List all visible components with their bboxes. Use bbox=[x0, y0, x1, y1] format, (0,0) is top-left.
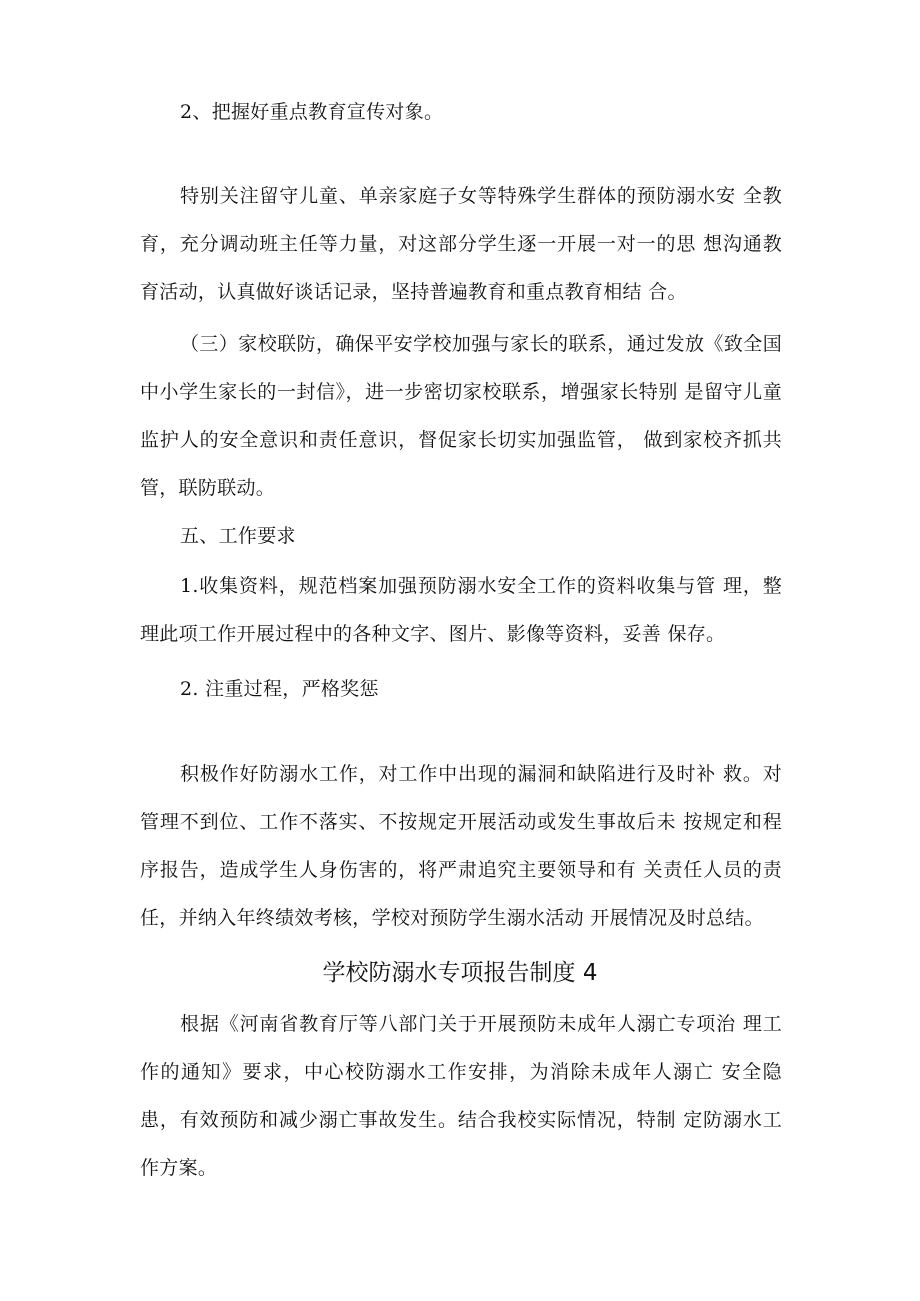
paragraph-basis: 根据《河南省教育厅等八部门关于开展预防未成年人溺亡专项治 理工作的通知》要求，中心校防溺水工作安排，为消除未成年人溺亡 安全隐患，有效预防和减少溺亡事故发生。结合我校实际情况，特制 定防溺水工作方案。 bbox=[140, 1013, 782, 1179]
paragraph-home-school: （三）家校联防，确保平安学校加强与家长的联系，通过发放《致全国中小学生家长的一封信》，进一步密切家校联系，增强家长特别 是留守儿童监护人的安全意识和责任意识，督促家长切实加强监管， 做到家校齐抓共管，联防联动。 bbox=[140, 333, 782, 499]
heading-work-requirements: 五、工作要求 bbox=[180, 525, 296, 547]
paragraph-key-targets: 2、把握好重点教育宣传对象。 bbox=[180, 101, 444, 123]
section-title: 学校防溺水专项报告制度 4 bbox=[322, 960, 598, 986]
paragraph-collect-materials: 1.收集资料，规范档案加强预防溺水安全工作的资料收集与管 理，整理此项工作开展过程中的各种文字、图片、影像等资料，妥善 保存。 bbox=[140, 575, 782, 645]
paragraph-anti-drowning-work: 积极作好防溺水工作，对工作中出现的漏洞和缺陷进行及时补 救。对管理不到位、工作不落实、不按规定开展活动或发生事故后未 按规定和程序报告，造成学生人身伤害的，将严肃追究主要领导和有 关责任人员的责任，并纳入年终绩效考核，学校对预防学生溺水活动 开展情况及时总结。 bbox=[140, 763, 782, 929]
paragraph-process-rewards: 2. 注重过程，严格奖惩 bbox=[180, 678, 379, 700]
paragraph-special-groups: 特别关注留守儿童、单亲家庭子女等特殊学生群体的预防溺水安 全教育，充分调动班主任等力量，对这部分学生逐一开展一对一的思 想沟通教育活动，认真做好谈话记录，坚持普遍教育和重点教育相结 合。 bbox=[140, 185, 782, 303]
